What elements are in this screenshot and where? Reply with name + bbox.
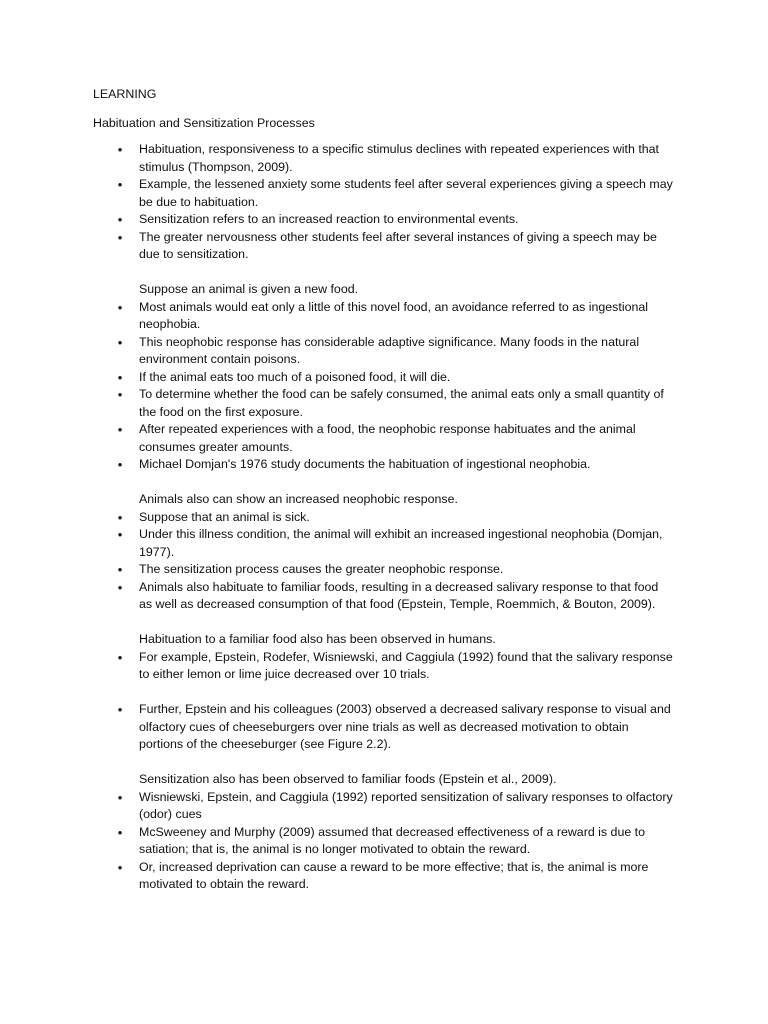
list-item [93,369,673,387]
list-item [93,579,673,614]
bullet-icon: • [117,789,123,805]
lead-paragraph: Sensitization also has been observed to familiar foods (Epstein et al., 2009). [139,772,557,786]
list-item [93,701,673,754]
list-item [93,649,673,684]
bullet-icon: • [117,859,123,875]
list-item-text: Suppose that an animal is sick. [139,509,310,524]
lead-paragraph: Suppose an animal is given a new food. [139,282,359,296]
list-item [93,509,673,527]
bullet-icon: • [117,702,123,717]
list-item-text: Michael Domjan's 1976 study documents the habituation of ingestional neophobia. [139,457,591,471]
bullet-icon: • [117,457,123,472]
bullet-list [93,789,693,894]
list-item-text: After repeated experiences with a food, the neophobic response habituates and the animal consumes greater amounts. [139,422,636,454]
bullet-list [93,509,693,614]
document-body [93,141,693,894]
list-item-text: This neophobic response has considerable adaptive significance. Many foods in the natural environment contain poisons. [139,334,640,366]
paragraph-spacer [93,754,693,772]
list-item [93,859,673,894]
list-item-text: Sensitization refers to an increased reaction to environmental events. [139,212,519,226]
list-item [93,789,673,824]
bullet-list [93,701,693,754]
list-item-text: Habituation, responsiveness to a specific stimulus declines with repeated experiences with that stimulus (Thompson, 2009). [139,142,659,174]
list-item [93,176,673,211]
paragraph-spacer [93,264,693,282]
bullet-icon: • [117,649,123,665]
document-page [93,86,693,894]
list-item [93,334,673,369]
bullet-icon: • [117,229,123,245]
list-item [93,824,673,859]
bullet-icon: • [117,369,123,385]
list-item-text: Under this illness condition, the animal will exhibit an increased ingestional neophobia (Domjan, 1977). [139,527,663,559]
list-item-text: The sensitization process causes the greater neophobic response. [139,562,504,576]
paragraph-spacer [93,614,693,632]
list-item-text: For example, Epstein, Rodefer, Wisniewski, and Caggiula (1992) found that the salivary response to either lemon or lime juice decreased over 10 trials. [139,649,673,681]
bullet-icon: • [117,299,123,315]
list-item [93,456,673,474]
list-item-text: Or, increased deprivation can cause a reward to be more effective; that is, the animal is more motivated to obtain the reward. [139,859,649,891]
list-item [93,229,673,264]
list-item-text: Example, the lessened anxiety some students feel after several experiences giving a speech may be due to habituation. [139,177,673,209]
list-item [93,211,673,229]
bullet-icon: • [117,387,123,402]
list-item [93,141,673,176]
list-item-text: Further, Epstein and his colleagues (2003) observed a decreased salivary response to visual and olfactory cues of cheeseburgers over nine trials as well as decreased motivation to obtain portions of the cheeseburger (see Figure 2.2). [139,702,671,751]
bullet-icon: • [117,527,123,542]
list-item-text: If the animal eats too much of a poisoned food, it will die. [139,369,451,384]
list-item-text: Animals also habituate to familiar foods, resulting in a decreased salivary response to that food as well as decreased consumption of that food (Epstein, Temple, Roemmich, & Bouton, 2009). [139,579,659,611]
bullet-icon: • [117,334,123,350]
bullet-list [93,141,693,264]
lead-paragraph: Habituation to a familiar food also has been observed in humans. [139,632,496,646]
list-item [93,561,673,579]
bullet-icon: • [117,509,123,525]
list-item-text: The greater nervousness other students feel after several instances of giving a speech may be due to sensitization. [139,229,657,261]
paragraph-spacer [93,474,693,492]
bullet-icon: • [117,142,123,157]
section-heading: Habituation and Sensitization Processes [93,115,315,130]
bullet-icon: • [117,562,123,577]
bullet-icon: • [117,212,123,227]
lead-paragraph: Animals also can show an increased neophobic response. [139,492,458,506]
bullet-icon: • [117,422,123,437]
list-item-text: To determine whether the food can be safely consumed, the animal eats only a small quantity of the food on the first exposure. [139,387,664,419]
list-item [93,386,673,421]
list-item-text: McSweeney and Murphy (2009) assumed that decreased effectiveness of a reward is due to satiation; that is, the animal is no longer motivated to obtain the reward. [139,824,646,856]
list-item-text: Most animals would eat only a little of this novel food, an avoidance referred to as ingestional neophobia. [139,299,648,331]
list-item [93,299,673,334]
bullet-icon: • [117,824,123,840]
list-item-text: Wisniewski, Epstein, and Caggiula (1992) reported sensitization of salivary responses to olfactory (odor) cues [139,789,673,821]
paragraph-spacer [93,684,693,702]
document-title: LEARNING [93,87,157,101]
list-item [93,526,673,561]
bullet-list [93,649,693,684]
bullet-icon: • [117,579,123,595]
bullet-list [93,299,693,474]
list-item [93,421,673,456]
bullet-icon: • [117,177,123,192]
